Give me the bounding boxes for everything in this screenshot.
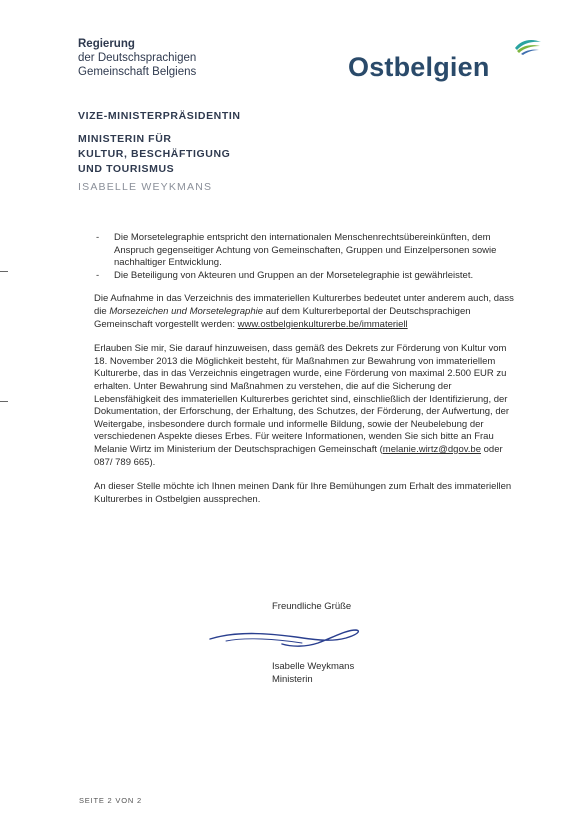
bullet-item: - Die Morsetelegraphie entspricht den internationalen Menschenrechtsübereinkünften, dem Anspruch gegenseitiger Achtung von Gemeinschaften, Gruppen und Einzelpersonen sowie nachhaltiger Entwicklung. <box>94 232 514 270</box>
page-number: SEITE 2 VON 2 <box>79 796 142 805</box>
government-line-3: Gemeinschaft Belgiens <box>78 66 197 78</box>
ostbelgien-logo <box>348 36 548 84</box>
scan-edge-mark <box>0 271 8 272</box>
bullet-list <box>94 232 514 282</box>
letter-body <box>94 232 514 506</box>
title-line-3: UND TOURISMUS <box>78 163 175 175</box>
paragraph-funding: Erlauben Sie mir, Sie darauf hinzuweisen, dass gemäß des Dekrets zur Förderung von Kultur vom 18. November 2013 die Möglichkeit besteht, für Maßnahmen zur Bewahrung von immateriellem Kulturerbe, das in das Verzeichnis eingetragen wurde, eine Förderung von maximal 2.500 EUR zu erhalten. Unter Bewahrung sind Maßnahmen zu verstehen, die auf die Sicherung der Lebensfähigkeit des immateriellen Kulturerbes gerichtet sind, einschließlich der Identifizierung, der Dokumentation, der Erforschung, der Erhaltung, des Schutzes, der Förderung, der Aufwertung, der Weitergabe, insbesondere durch formale und informelle Bildung, sowie der Neubelebung der verschiedenen Aspekte dieses Erbes. Für weitere Informationen, wenden Sie sich bitte an Frau Melanie Wirtz im Ministerium der Deutschsprachigen Gemeinschaft (melanie.wirtz@dgov.be oder 087/ 789 665). <box>94 343 510 468</box>
signer-name: Isabelle Weykmans <box>272 661 355 672</box>
signer-title: Ministerin <box>272 673 313 685</box>
title-line-2: KULTUR, BESCHÄFTIGUNG <box>78 148 231 160</box>
title-line-1: MINISTERIN FÜR <box>78 133 172 145</box>
closing-greeting: Freundliche Grüße <box>272 601 352 612</box>
paragraph-thanks: An dieser Stelle möchte ich Ihnen meinen Dank für Ihre Bemühungen zum Erhalt des immateriellen Kulturerbes in Ostbelgien aussprechen. <box>94 481 512 505</box>
paragraph-registry: Die Aufnahme in das Verzeichnis des immateriellen Kulturerbes bedeutet unter anderem auch, dass die Morsezeichen und Morsetelegraphie auf dem Kulturerbeportal der Deutschsprachigen Gemeinschaft vorgestellt werden: www.ostbelgienkulturerbe.be/immateriell <box>94 293 514 330</box>
bullet-item: - Die Beteiligung von Akteuren und Gruppen an der Morsetelegraphie ist gewährleistet. <box>94 270 514 283</box>
scan-edge-mark <box>0 401 8 402</box>
ostbelgien-wave-icon <box>513 36 543 56</box>
emphasis-morse: Morsezeichen und Morsetelegraphie <box>109 305 263 317</box>
handwritten-signature <box>206 625 366 651</box>
minister-titles <box>78 109 241 195</box>
logo-wordmark: Ostbelgien <box>348 52 490 82</box>
minister-name: ISABELLE WEYKMANS <box>78 181 213 193</box>
title-vice-president: VIZE-MINISTERPRÄSIDENTIN <box>78 110 241 122</box>
heritage-portal-link[interactable]: www.ostbelgienkulturerbe.be/immateriell <box>237 318 408 330</box>
government-line-2: der Deutschsprachigen <box>78 52 197 64</box>
government-line-1: Regierung <box>78 38 135 50</box>
government-header <box>78 37 196 79</box>
signer-block <box>272 661 354 686</box>
email-link[interactable]: melanie.wirtz@dgov.be <box>382 443 481 455</box>
